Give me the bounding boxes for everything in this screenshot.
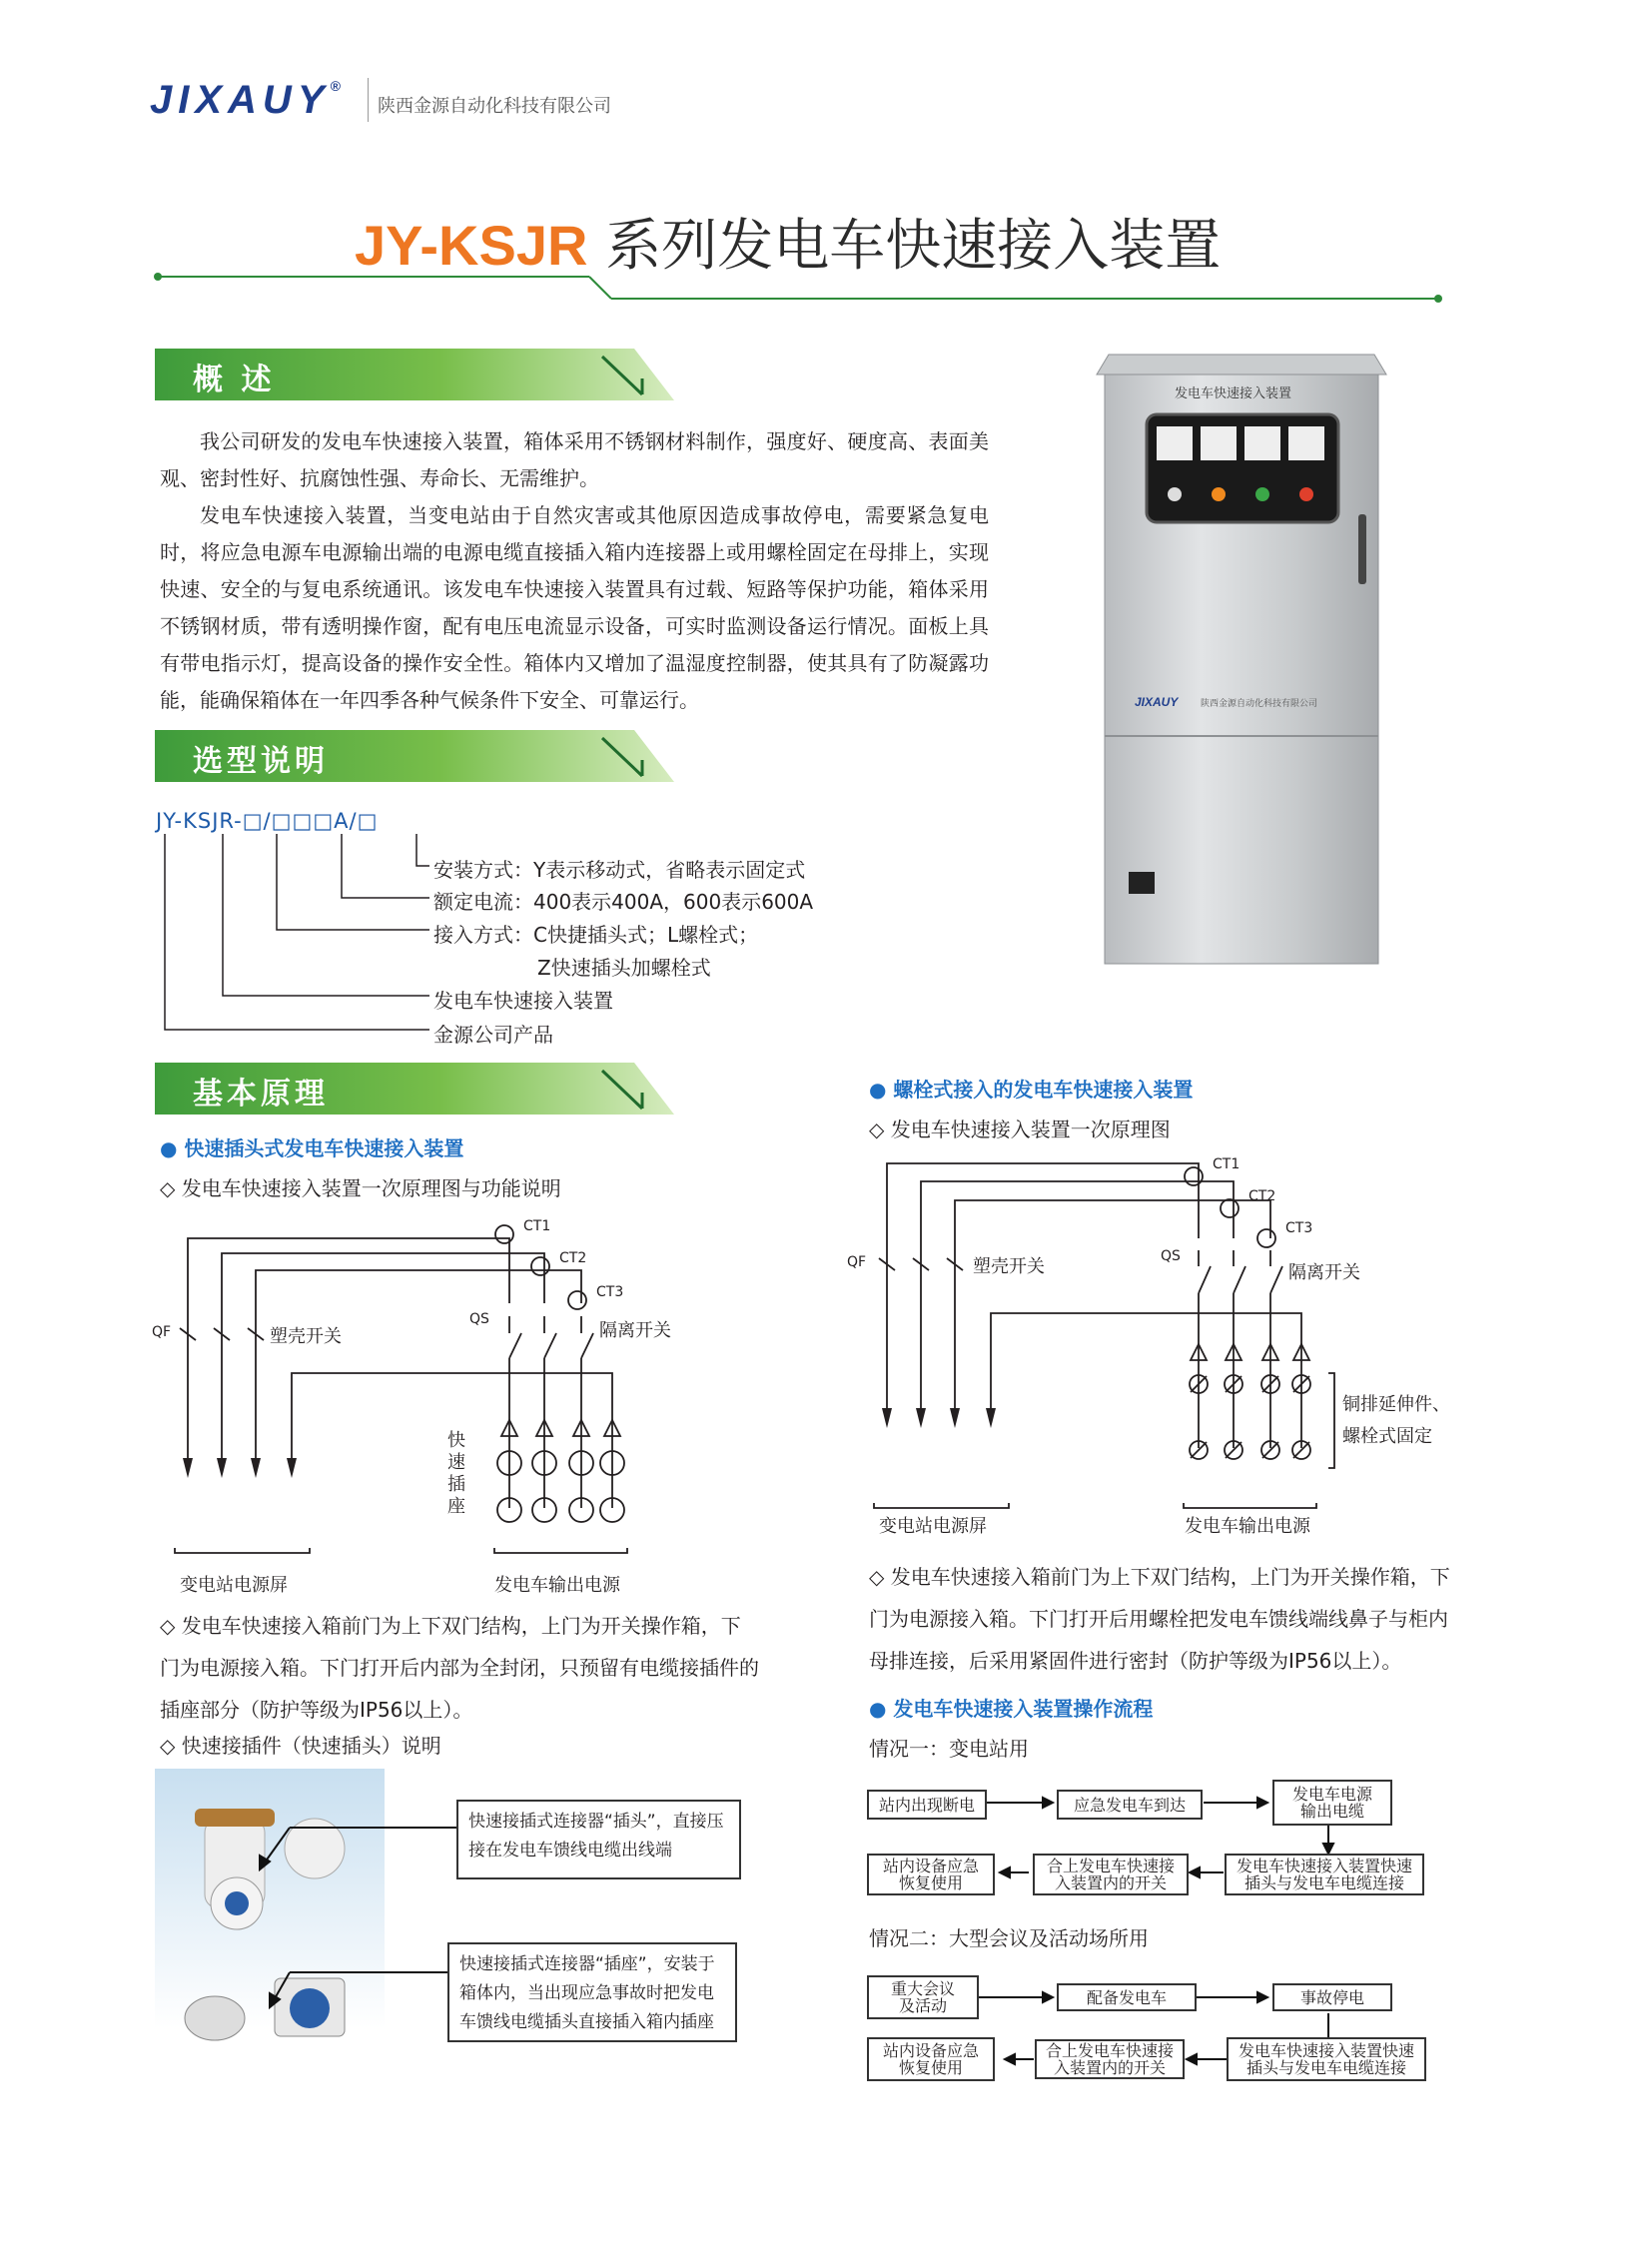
- model-code: JY-KSJR-□/□□□A/□: [156, 809, 379, 833]
- case1-step-6: 站内设备应急 恢复使用: [867, 1854, 995, 1895]
- case1-step-5: 合上发电车快速接 入装置内的开关: [1033, 1854, 1189, 1895]
- selection-item-5: 金源公司产品: [433, 1023, 553, 1047]
- left-ct3-label: CT3: [596, 1284, 624, 1300]
- left-socket-label: 快速插座: [447, 1430, 465, 1517]
- right-busbar-label-1: 铜排延伸件、: [1342, 1394, 1450, 1415]
- left-isolator-label: 隔离开关: [599, 1320, 671, 1341]
- left-breaker-label: 塑壳开关: [270, 1326, 342, 1347]
- section-header-overview: 概 述: [155, 349, 674, 400]
- cabinet-panel-title: 发电车快速接入装置: [1175, 386, 1292, 401]
- socket-callout: 快速接插式连接器“插座”，安装于箱体内，当出现应急事故时把发电车馈线电缆插头直接插入箱内插座: [447, 1942, 737, 2042]
- logo-divider: [368, 78, 369, 122]
- left-circuit-diagram: [150, 1208, 671, 1568]
- callout-arrows: [250, 1798, 469, 2037]
- case2-step-6: 站内设备应急 恢复使用: [867, 2037, 995, 2081]
- selection-item-4: 发电车快速接入装置: [433, 989, 613, 1013]
- overview-paragraph-2: 发电车快速接入装置，当变电站由于自然灾害或其他原因造成事故停电，需要紧急复电时，将应急电源车电源输出端的电源电缆直接插入箱内连接器上或用螺栓固定在母排上，实现快速、安全的与复电系统通讯。该发电车快速接入装置具有过载、短路等保护功能，箱体采用不锈钢材质，带有透明操作窗，配有电压电流显示设备，可实时监测设备运行情况。面板上具有带电指示灯，提高设备的操作安全性。箱体内又增加了温湿度控制器，使其具有了防凝露功能，能确保箱体在一年四季各种气候条件下安全、可靠运行。: [160, 503, 989, 712]
- left-qf-label: QF: [152, 1324, 172, 1340]
- plug-section-title: ◇ 快速接插件（快速插头）说明: [160, 1734, 441, 1758]
- case1-step-2: 应急发电车到达: [1057, 1790, 1203, 1820]
- left-source-panel-label: 变电站电源屏: [180, 1575, 288, 1596]
- plug-callout: 快速接插式连接器“插头”，直接压接在发电车馈线电缆出线端: [456, 1800, 741, 1879]
- left-truck-output-label: 发电车输出电源: [494, 1575, 620, 1596]
- selection-item-1: 安装方式：Y表示移动式，省略表示固定式: [433, 858, 806, 882]
- section-header-selection: 选型说明: [155, 730, 674, 782]
- selection-item-2: 额定电流：400表示400A，600表示600A: [433, 890, 814, 914]
- right-ct1-label: CT1: [1213, 1156, 1240, 1172]
- cabinet-company: 陕西金源自动化科技有限公司: [1201, 699, 1318, 709]
- overview-text: [160, 423, 989, 719]
- selection-item-3: 接入方式：C快捷插头式；L螺栓式；: [433, 923, 759, 947]
- right-description: ◇ 发电车快速接入箱前门为上下双门结构，上门为开关操作箱，下门为电源接入箱。下门打开后用螺栓把发电车馈线端线鼻子与柜内母排连接，后采用紧固件进行密封（防护等级为IP56以上）。: [869, 1565, 1450, 1673]
- section-header-principle: 基本原理: [155, 1063, 674, 1115]
- right-ct2-label: CT2: [1248, 1188, 1276, 1204]
- right-qs-label: QS: [1161, 1248, 1181, 1264]
- case2-step-5: 合上发电车快速接 入装置内的开关: [1035, 2039, 1185, 2079]
- left-diagram-subtitle: ◇ 发电车快速接入装置一次原理图与功能说明: [160, 1176, 561, 1200]
- flow-heading: ● 发电车快速接入装置操作流程: [869, 1697, 1154, 1721]
- right-qf-label: QF: [847, 1254, 867, 1270]
- company-logo: JIXAUY®: [150, 78, 341, 122]
- right-breaker-label: 塑壳开关: [973, 1256, 1045, 1277]
- right-circuit-diagram: [839, 1148, 1478, 1528]
- case2-step-1: 重大会议 及活动: [867, 1975, 979, 2019]
- right-ct3-label: CT3: [1285, 1220, 1313, 1236]
- right-bullet-title: ● 螺栓式接入的发电车快速接入装置: [869, 1078, 1194, 1102]
- cabinet-photo: [1097, 355, 1386, 974]
- left-description: ◇ 发电车快速接入箱前门为上下双门结构，上门为开关操作箱，下门为电源接入箱。下门打开后内部为全封闭，只预留有电缆接插件的插座部分（防护等级为IP56以上）。: [160, 1614, 759, 1722]
- right-busbar-label-2: 螺栓式固定: [1342, 1426, 1432, 1447]
- left-bullet-title: ● 快速插头式发电车快速接入装置: [160, 1136, 464, 1160]
- case2-step-2: 配备发电车: [1057, 1983, 1197, 2011]
- right-diagram-subtitle: ◇ 发电车快速接入装置一次原理图: [869, 1118, 1171, 1141]
- case1-step-3: 发电车电源 输出电缆: [1272, 1780, 1392, 1826]
- case2-step-4: 发电车快速接入装置快速 插头与发电车电缆连接: [1227, 2037, 1426, 2081]
- left-ct1-label: CT1: [523, 1218, 551, 1234]
- right-isolator-label: 隔离开关: [1288, 1262, 1360, 1283]
- case1-step-1: 站内出现断电: [867, 1790, 987, 1820]
- title-underline: [150, 268, 1448, 308]
- company-name: 陕西金源自动化科技有限公司: [378, 96, 611, 117]
- right-truck-output-label: 发电车输出电源: [1185, 1516, 1310, 1537]
- case2-title: 情况二：大型会议及活动场所用: [869, 1926, 1149, 1950]
- page-title: JY-KSJR 系列发电车快速接入装置: [355, 214, 1222, 279]
- left-qs-label: QS: [469, 1311, 489, 1327]
- case2-step-3: 事故停电: [1272, 1983, 1392, 2011]
- case1-title: 情况一：变电站用: [869, 1737, 1029, 1761]
- case1-step-4: 发电车快速接入装置快速 插头与发电车电缆连接: [1225, 1854, 1424, 1895]
- cabinet-logo: JIXAUY: [1135, 695, 1179, 709]
- left-ct2-label: CT2: [559, 1250, 587, 1266]
- right-source-panel-label: 变电站电源屏: [879, 1516, 987, 1537]
- model-code-leaders: [155, 834, 454, 1044]
- overview-paragraph-1: 我公司研发的发电车快速接入装置，箱体采用不锈钢材料制作，强度好、硬度高、表面美观、密封性好、抗腐蚀性强、寿命长、无需维护。: [160, 429, 989, 490]
- selection-item-3b: Z快速插头加螺栓式: [537, 956, 711, 980]
